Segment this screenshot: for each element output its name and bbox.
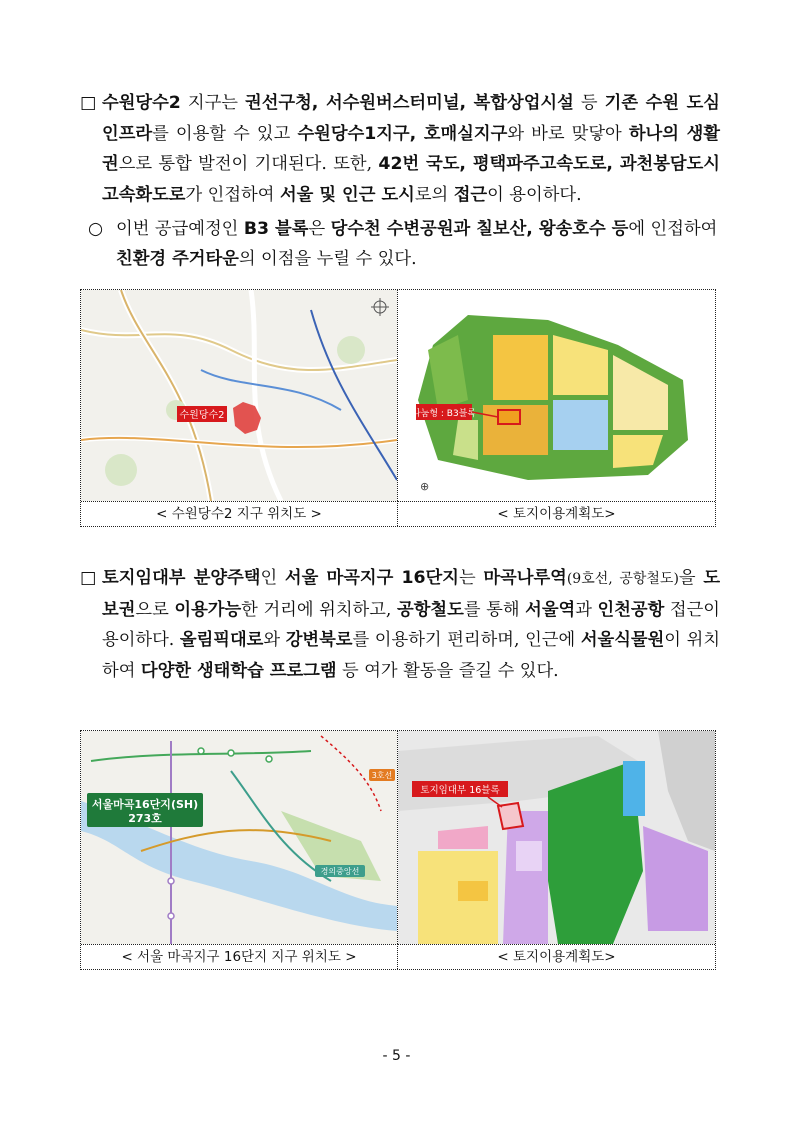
section1-body (102, 88, 720, 210)
section2-text-run: 서울 마곡지구 16단지 (284, 568, 459, 588)
section2-body (102, 563, 720, 686)
section2-text-run: 도보권 (102, 568, 721, 620)
section1_sub-text-run: B3 블록 (243, 219, 309, 239)
section2-text-run: 를 이용하기 편리하며, 인근에 (352, 630, 581, 650)
section1-text-run: 수원당수1지구, 호매실지구 (297, 123, 508, 144)
section1-text-run: 서울 및 인근 도시 (279, 184, 415, 205)
section2-text-run: (9호선, 공항철도) (566, 571, 679, 587)
section1-text-run: 접근 (453, 184, 488, 205)
section1-text-run: 수원당수2 (102, 93, 181, 113)
section2-bullet: □ (80, 568, 97, 588)
section2-text-run: 와 (263, 630, 286, 650)
section1_sub-text-run: 은 (308, 219, 331, 239)
section1-text-run: 권선구청, 서수원버스터미널, 복합상업시설 (245, 93, 574, 113)
line3-badge-text: 3호선 (371, 771, 393, 780)
section1-sub-body (116, 214, 720, 274)
figure1-table (80, 289, 716, 527)
figure1-land-use-plan (398, 290, 715, 501)
section1-text-run: 으로 통합 발전이 기대된다. 또한, (118, 154, 379, 174)
compass-icon: ⊕ (420, 480, 430, 493)
section1-bullet: □ (80, 93, 97, 113)
section1-text-run: 와 바로 맞닿아 (507, 123, 629, 144)
figure2-table (80, 730, 716, 970)
section1_sub-text-run: 이번 공급예정인 (116, 219, 244, 239)
map-label-line1: 서울마곡16단지(SH) (91, 798, 199, 811)
section2-text-run: 한 거리에 위치하고, (241, 599, 398, 620)
section2-text-run: 을 (678, 568, 704, 588)
section1-text-run: 등 (573, 93, 605, 113)
figure2-land-use-plan (398, 731, 715, 944)
section1-text-run: 로의 (414, 184, 454, 205)
section2-text-run: 를 통해 (463, 599, 526, 620)
section2-paragraph (80, 563, 720, 686)
section2-text-run: 서울식물원 (580, 630, 665, 650)
figure2-location-map (81, 731, 398, 944)
section1-text-run: 를 이용할 수 있고 (152, 123, 298, 144)
section1_sub-text-run: 당수천 수변공원과 칠보산, 왕송호수 등 (330, 219, 629, 239)
section1-text-run: 가 인접하여 (185, 184, 280, 205)
section2-text-run: 등 여가 활동을 즐길 수 있다. (336, 660, 559, 681)
figure1-location-map (81, 290, 398, 501)
plan-label-text: 나눔형 : B3블록 (411, 409, 477, 419)
section2-text-run: 이 위치하여 (102, 630, 721, 681)
section1-paragraph (80, 88, 720, 210)
plan-label-text: 토지임대부 16블록 (420, 785, 500, 796)
section2-text-run: 강변북로 (285, 630, 353, 650)
section2-text-run: 마곡나루역 (483, 568, 567, 588)
section2-text-run: 토지임대부 분양주택 (102, 568, 261, 588)
section1-text-run: 하나의 생활권 (102, 123, 720, 174)
figure1-right-caption: < 토지이용계획도> (398, 501, 715, 526)
section1-text-run: 지구는 (180, 93, 246, 113)
section2-text-run: 올림픽대로 (179, 630, 264, 650)
section1_sub-text-run: 에 인접하여 (628, 219, 718, 239)
section2-text-run: 인 (260, 568, 285, 588)
section1-text-run: 42번 국도, 평택파주고속도로, 과천봉담도시고속화도로 (102, 154, 720, 205)
section1-sub-paragraph (88, 214, 720, 274)
page-number: - 5 - (382, 1048, 411, 1064)
map-label-text: 수원당수2 (179, 410, 225, 421)
section2-text-run: 다양한 생태학습 프로그램 (140, 660, 337, 681)
section1_sub-text-run: 친환경 주거타운 (116, 249, 239, 269)
section2-text-run: 접근이 용이하다. (102, 599, 721, 650)
section1-text-run: 기존 수원 도심인프라 (102, 93, 720, 144)
gyeongui-badge-text: 경의중앙선 (320, 867, 360, 876)
section1_sub-text-run: 의 이점을 누릴 수 있다. (238, 249, 417, 269)
section2-text-run: 서울역 (525, 599, 576, 620)
section2-text-run: 과 (575, 599, 598, 620)
section2-text-run: 는 (458, 568, 484, 588)
figure2-left-caption: < 서울 마곡지구 16단지 지구 위치도 > (81, 944, 398, 969)
map-label-line2: 273호 (128, 812, 162, 825)
figure1-left-caption: < 수원당수2 지구 위치도 > (81, 501, 398, 526)
section2-text-run: 이용가능 (174, 599, 242, 620)
section2-text-run: 공항철도 (397, 599, 464, 620)
section2-text-run: 으로 (135, 599, 175, 620)
section2-text-run: 인천공항 (597, 599, 665, 620)
figure2-right-caption: < 토지이용계획도> (398, 944, 715, 969)
section1-text-run: 이 용이하다. (487, 184, 582, 205)
section1-sub-bullet: ○ (88, 219, 104, 239)
